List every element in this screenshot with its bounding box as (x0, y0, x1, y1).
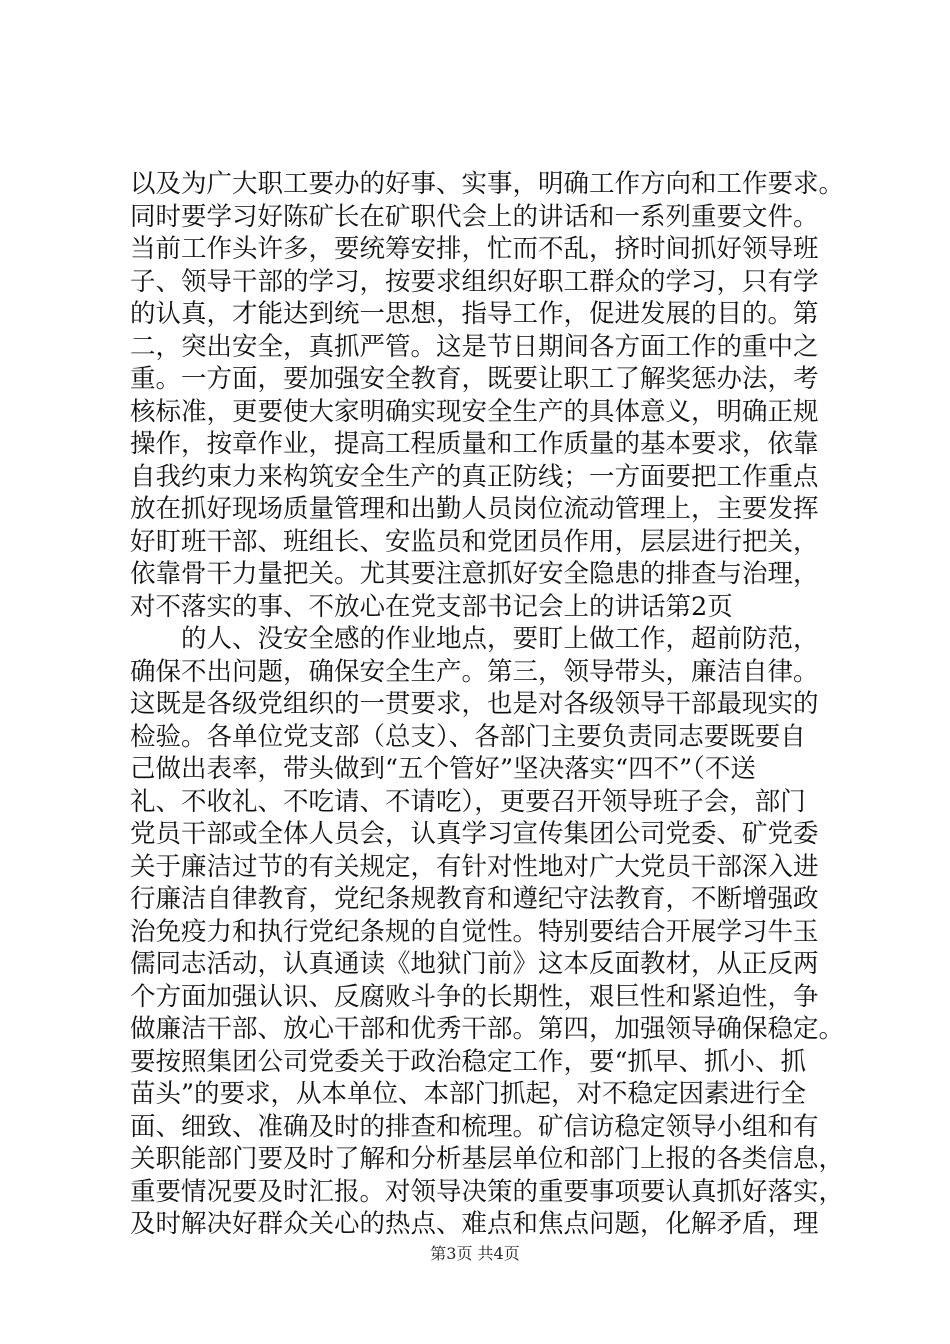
text-line: 党员干部或全体人员会，认真学习宣传集团公司党委、矿党委 (130, 819, 819, 849)
text-line: 自我约束力来构筑安全生产的真正防线；一方面要把工作重点 (130, 461, 819, 492)
text-line: 重。一方面，要加强安全教育，既要让职工了解奖惩办法，考 (130, 364, 819, 394)
text-line: 做廉洁干部、放心干部和优秀干部。第四，加强领导确保稳定。 (130, 1014, 845, 1044)
text-line: 放在抓好现场质量管理和出勤人员岗位流动管理上，主要发挥 (130, 494, 819, 524)
text-line: 及时解决好群众关心的热点、难点和焦点问题，化解矛盾，理 (130, 1209, 819, 1239)
text-line: 子、领导干部的学习，按要求组织好职工群众的学习，只有学 (130, 266, 819, 297)
text-line: 对不落实的事、不放心在党支部书记会上的讲话第2页 (130, 591, 733, 622)
text-line: 要按照集团公司党委关于政治稳定工作，要“抓早、抓小、抓 (130, 1046, 807, 1077)
text-line: 行廉洁自律教育，党纪条规教育和遵纪守法教育，不断增强政 (130, 884, 819, 914)
text-line: 关职能部门要及时了解和分析基层单位和部门上报的各类信息， (130, 1144, 845, 1174)
text-line: 以及为广大职工要办的好事、实事，明确工作方向和工作要求。 (130, 169, 845, 199)
text-line: 好盯班干部、班组长、安监员和党团员作用，层层进行把关， (130, 526, 819, 557)
text-line: 礼、不收礼、不吃请、不请吃），更要召开领导班子会，部门 (130, 786, 806, 817)
page-footer (0, 1244, 950, 1264)
text-line: 的人、没安全感的作业地点，要盯上做工作，超前防范， (181, 624, 819, 654)
text-line: 苗头”的要求，从本单位、本部门抓起，对不稳定因素进行全 (130, 1079, 807, 1109)
text-line: 检验。各单位党支部（总支）、各部门主要负责同志要既要自 (130, 721, 806, 752)
text-line: 操作，按章作业，提高工程质量和工作质量的基本要求，依靠 (130, 429, 819, 459)
text-line: 核标准，更要使大家明确实现安全生产的具体意义，明确正规 (130, 396, 819, 427)
text-line: 关于廉洁过节的有关规定，有针对性地对广大党员干部深入进 (130, 851, 819, 882)
text-line: 面、细致、准确及时的排查和梳理。矿信访稳定领导小组和有 (130, 1111, 819, 1142)
text-line: 同时要学习好陈矿长在矿职代会上的讲话和一系列重要文件。 (130, 201, 819, 232)
text-line: 依靠骨干力量把关。尤其要注意抓好安全隐患的排查与治理， (130, 559, 819, 589)
body-text (130, 168, 845, 1241)
text-line: 这既是各级党组织的一贯要求，也是对各级领导干部最现实的 (130, 689, 819, 719)
text-line: 儒同志活动，认真通读《地狱门前》这本反面教材，从正反两 (130, 949, 819, 979)
text-line: 治免疫力和执行党纪条规的自觉性。特别要结合开展学习牛玉 (130, 916, 819, 947)
page-number-label: 第3页 共4页 (430, 1244, 520, 1263)
text-line: 重要情况要及时汇报。对领导决策的重要事项要认真抓好落实， (130, 1176, 845, 1207)
text-line: 二，突出安全，真抓严管。这是节日期间各方面工作的重中之 (130, 331, 819, 362)
text-line: 确保不出问题，确保安全生产。第三，领导带头，廉洁自律。 (130, 656, 819, 687)
text-line: 的认真，才能达到统一思想，指导工作，促进发展的目的。第 (130, 299, 819, 329)
text-line: 当前工作头许多，要统筹安排，忙而不乱，挤时间抓好领导班 (130, 234, 819, 264)
text-line: 己做出表率，带头做到“五个管好”坚决落实“四不”（不送 (130, 754, 756, 784)
text-line: 个方面加强认识、反腐败斗争的长期性，艰巨性和紧迫性，争 (130, 981, 819, 1012)
